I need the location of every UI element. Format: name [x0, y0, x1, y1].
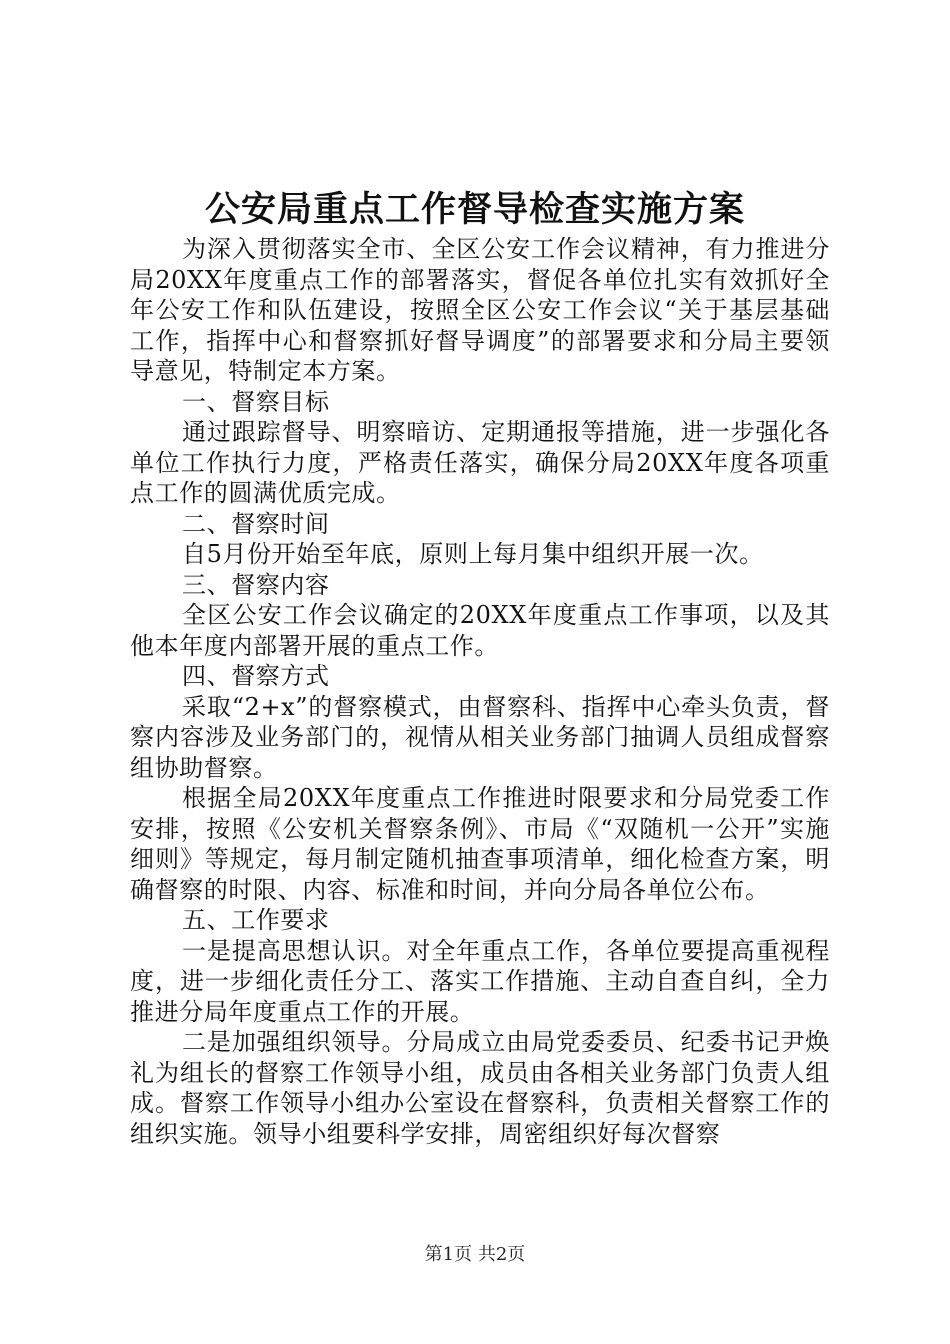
document-body	[130, 234, 830, 1149]
section-heading-1: 一、督察目标	[182, 387, 330, 416]
paragraph-requirement-1: 一是提高思想认识。对全年重点工作，各单位要提高重视程度，进一步细化责任分工、落实工作措施、主动自查自纠，全力推进分局年度重点工作的开展。	[130, 936, 830, 1026]
paragraph-requirement-2: 二是加强组织领导。分局成立由局党委委员、纪委书记尹焕礼为组长的督察工作领导小组，成员由各相关业务部门负责人组成。督察工作领导小组办公室设在督察科，负责相关督察工作的组织实施。领导小组要科学安排，周密组织好每次督察	[130, 1028, 830, 1148]
paragraph-intro: 为深入贯彻落实全市、全区公安工作会议精神，有力推进分局20XX年度重点工作的部署落实，督促各单位扎实有效抓好全年公安工作和队伍建设，按照全区公安工作会议“关于基层基础工作，指挥中心和督察抓好督导调度”的部署要求和分局主要领导意见，特制定本方案。	[130, 235, 830, 385]
paragraph-time: 自5月份开始至年底，原则上每月集中组织开展一次。	[182, 540, 764, 568]
section-heading-3: 三、督察内容	[182, 570, 330, 599]
section-heading-4: 四、督察方式	[182, 662, 330, 690]
paragraph-method-2: 根据全局20XX年度重点工作推进时限要求和分局党委工作安排，按照《公安机关督察条例》、市局《“双随机一公开”实施细则》等规定，每月制定随机抽查事项清单，细化检查方案，明确督察的时限、内容、标准和时间，并向分局各单位公布。	[130, 784, 830, 904]
document-title: 公安局重点工作督导检查实施方案	[204, 190, 745, 230]
paragraph-method-1: 采取“2+x”的督察模式，由督察科、指挥中心牵头负责，督察内容涉及业务部门的，视情从相关业务部门抽调人员组成督察组协助督察。	[130, 692, 830, 782]
page-number-footer: 第1页 共2页	[424, 1244, 526, 1265]
paragraph-goal: 通过跟踪督导、明察暗访、定期通报等措施，进一步强化各单位工作执行力度，严格责任落实，确保分局20XX年度各项重点工作的圆满优质完成。	[130, 418, 830, 507]
section-heading-5: 五、工作要求	[182, 906, 330, 934]
paragraph-content: 全区公安工作会议确定的20XX年度重点工作事项，以及其他本年度内部署开展的重点工作。	[130, 601, 830, 660]
section-heading-2: 二、督察时间	[182, 509, 330, 538]
